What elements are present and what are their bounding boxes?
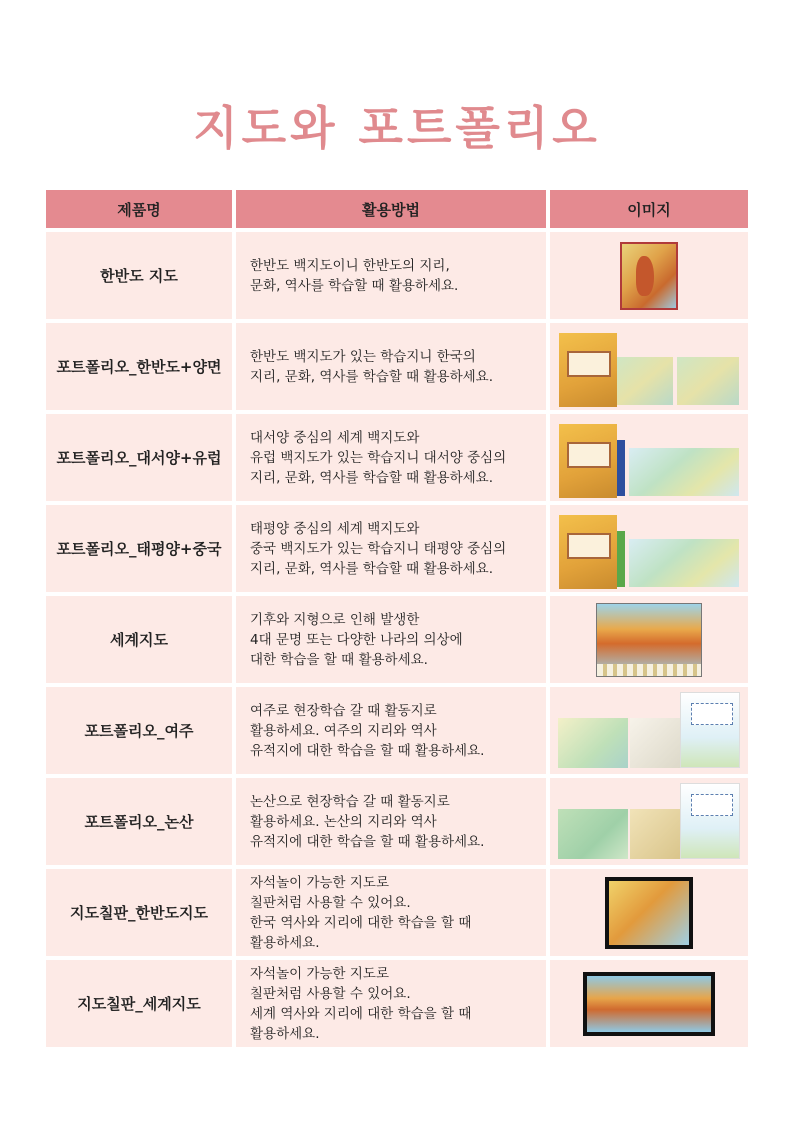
table-row [46, 687, 748, 774]
product-usage: 자석놀이 가능한 지도로 칠판처럼 사용할 수 있어요. 한국 역사와 지리에 대한 학습을 할 때 활용하세요. [236, 869, 546, 956]
product-usage: 한반도 백지도이니 한반도의 지리, 문화, 역사를 학습할 때 활용하세요. [236, 232, 546, 319]
product-usage: 태평양 중심의 세계 백지도와 중국 백지도가 있는 학습지니 태평양 중심의 지리, 문화, 역사를 학습할 때 활용하세요. [236, 505, 546, 592]
table-row [46, 414, 748, 501]
product-name: 포트폴리오_한반도+양면 [46, 323, 232, 410]
portfolio-korea-image [559, 329, 739, 405]
header-usage: 활용방법 [236, 190, 546, 228]
table-header-row [46, 190, 748, 228]
product-usage: 여주로 현장학습 갈 때 활동지로 활용하세요. 여주의 지리와 역사 유적지에 대한 학습을 할 때 활용하세요. [236, 687, 546, 774]
product-name: 지도칠판_한반도지도 [46, 869, 232, 956]
product-usage: 기후와 지형으로 인해 발생한 4대 문명 또는 다양한 나라의 의상에 대한 학습을 할 때 활용하세요. [236, 596, 546, 683]
product-usage: 자석놀이 가능한 지도로 칠판처럼 사용할 수 있어요. 세계 역사와 지리에 대한 학습을 할 때 활용하세요. [236, 960, 546, 1047]
product-name: 포트폴리오_논산 [46, 778, 232, 865]
product-name: 포트폴리오_태평양+중국 [46, 505, 232, 592]
header-image: 이미지 [550, 190, 748, 228]
portfolio-yeoju-image [558, 692, 740, 770]
product-name: 한반도 지도 [46, 232, 232, 319]
table-row [46, 596, 748, 683]
table-row [46, 869, 748, 956]
board-korea-image [605, 877, 693, 949]
table-row [46, 232, 748, 319]
portfolio-nonsan-image [558, 783, 740, 861]
header-product-name: 제품명 [46, 190, 232, 228]
table-row [46, 778, 748, 865]
table-row [46, 960, 748, 1047]
portfolio-pacific-image [559, 511, 739, 587]
portfolio-atlantic-image [559, 420, 739, 496]
product-name: 지도칠판_세계지도 [46, 960, 232, 1047]
table-row [46, 505, 748, 592]
product-name: 세계지도 [46, 596, 232, 683]
page-title: 지도와 포트폴리오 [193, 101, 601, 155]
product-name: 포트폴리오_여주 [46, 687, 232, 774]
product-name: 포트폴리오_대서양+유럽 [46, 414, 232, 501]
product-usage: 대서양 중심의 세계 백지도와 유럽 백지도가 있는 학습지니 대서양 중심의 지리, 문화, 역사를 학습할 때 활용하세요. [236, 414, 546, 501]
product-table [42, 186, 752, 1051]
world-map-image [596, 603, 702, 677]
table-row [46, 323, 748, 410]
product-usage: 한반도 백지도가 있는 학습지니 한국의 지리, 문화, 역사를 학습할 때 활용하세요. [236, 323, 546, 410]
board-world-image [583, 972, 715, 1036]
korea-map-image [620, 242, 678, 310]
product-usage: 논산으로 현장학습 갈 때 활동지로 활용하세요. 논산의 지리와 역사 유적지에 대한 학습을 할 때 활용하세요. [236, 778, 546, 865]
